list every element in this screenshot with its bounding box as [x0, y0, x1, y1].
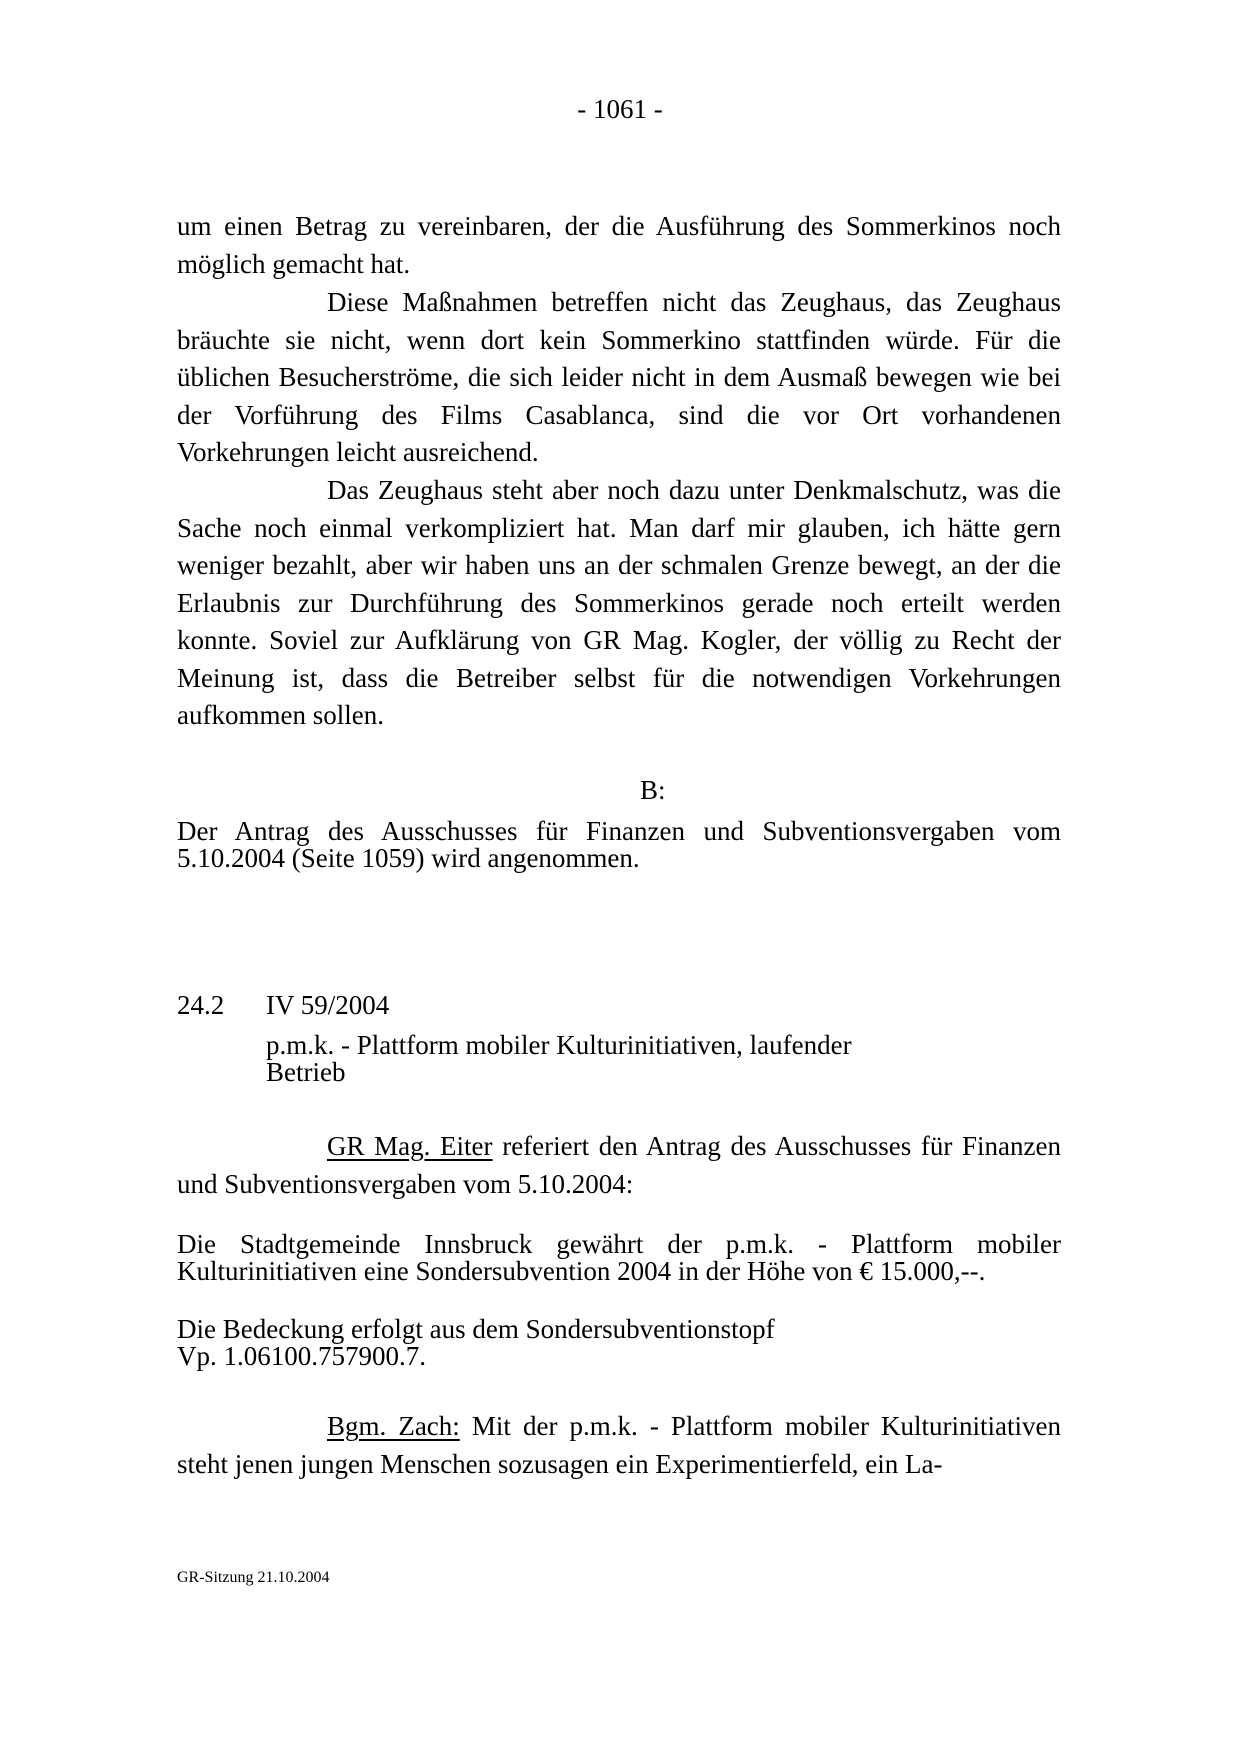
- paragraph-2: Diese Maßnahmen betreffen nicht das Zeughaus, das Zeughaus bräuchte sie nicht, wenn dort kein Sommerkino stattfinden würde. Für die üblichen Besucherströme, die sich leider nicht in dem Ausmaß bewegen wie bei der Vorführung des Films Casablanca, sind die vor Ort vorhandenen Vorkehrungen leicht ausreichend.: [177, 287, 1061, 467]
- paragraph-1-block: [177, 208, 1061, 283]
- motion-2-block: [177, 1316, 1061, 1370]
- item-number: 24.2: [177, 990, 225, 1020]
- speech-text: Mit der p.m.k. - Plattform mobiler Kulturinitiativen steht jenen jungen Menschen sozusagen ein Experimentierfeld, ein La-: [177, 1411, 1061, 1479]
- paragraph-1: um einen Betrag zu vereinbaren, der die Ausführung des Sommerkinos noch möglich gemacht hat.: [177, 211, 1061, 279]
- paragraph-2-block: [177, 284, 1061, 472]
- motion-2-line-2: Vp. 1.06100.757900.7.: [177, 1341, 426, 1371]
- paragraph-3: Das Zeughaus steht aber noch dazu unter Denkmalschutz, was die Sache noch einmal verkompliziert hat. Man darf mir glauben, ich hätte gern weniger bezahlt, aber wir haben uns an der schmalen Grenze bewegt, an der die Erlaubnis zur Durchführung des Sommerkinos gerade noch erteilt werden konnte. Soviel zur Aufklärung von GR Mag. Kogler, der völlig zu Recht der Meinung ist, dass die Betreiber selbst für die notwendigen Vorkehrungen aufkommen sollen.: [177, 475, 1061, 730]
- motion-1-block: [177, 1231, 1061, 1285]
- motion-1: Die Stadtgemeinde Innsbruck gewährt der p.m.k. - Plattform mobiler Kulturinitiativen eine Sondersubvention 2004 in der Höhe von € 15.000,--.: [177, 1229, 1061, 1286]
- motion-2-line-1: Die Bedeckung erfolgt aus dem Sondersubventionstopf: [177, 1314, 775, 1344]
- footer: GR-Sitzung 21.10.2004: [177, 1569, 330, 1586]
- paragraph-3-block: [177, 472, 1061, 735]
- speech-block: [177, 1408, 1061, 1483]
- page-number: - 1061 -: [577, 94, 663, 124]
- decision-label: B:: [640, 775, 666, 805]
- referent-speaker: GR Mag. Eiter: [327, 1131, 493, 1161]
- referent-text: referiert den Antrag des Ausschusses für Finanzen und Subventionsvergaben vom 5.10.2004:: [177, 1131, 1061, 1199]
- item-code: IV 59/2004: [266, 990, 390, 1020]
- item-title: p.m.k. - Plattform mobiler Kulturinitiativen, laufender Betrieb: [266, 1030, 852, 1087]
- referent-block: [177, 1128, 1061, 1203]
- decision-block: [177, 818, 1061, 872]
- speech-speaker: Bgm. Zach:: [327, 1411, 460, 1441]
- decision-text: Der Antrag des Ausschusses für Finanzen und Subventionsvergaben vom 5.10.2004 (Seite 1059) wird angenommen.: [177, 816, 1061, 873]
